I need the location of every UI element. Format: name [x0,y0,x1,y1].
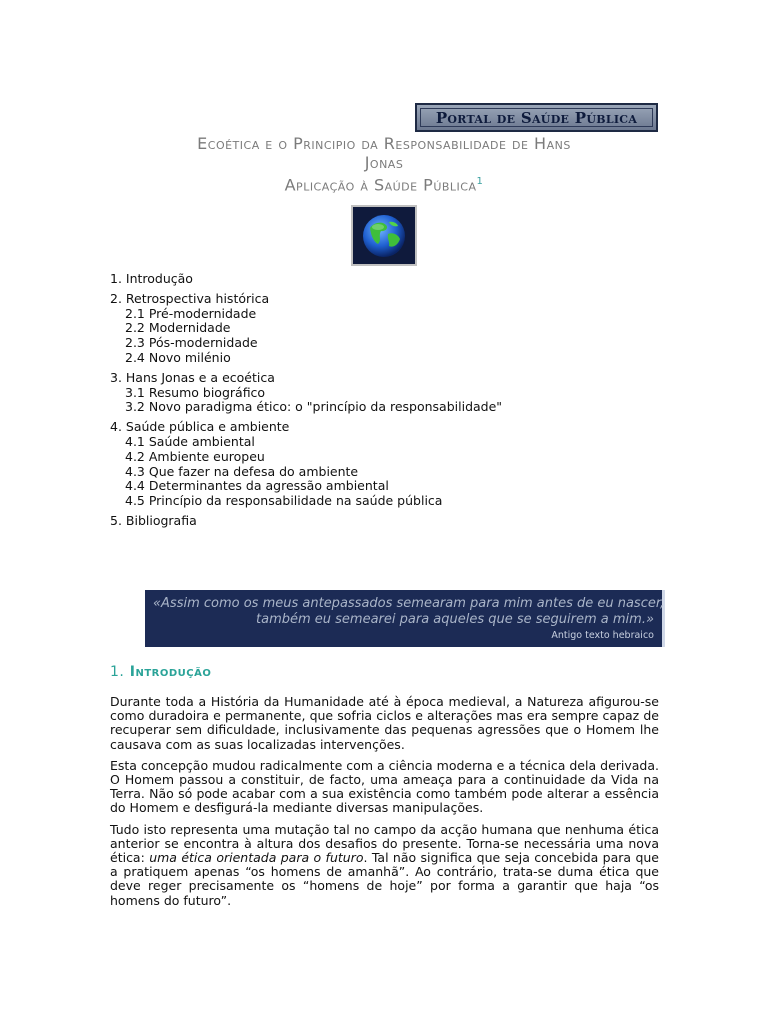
paragraph-3 [110,823,659,908]
quote-line-2: também eu semearei para aqueles que se seguirem a mim.» [256,612,654,627]
paragraph-3-emphasis: uma ética orientada para o futuro [149,850,364,866]
toc-item-4-5[interactable]: 4.5 Princípio da responsabilidade na saúde pública [125,493,443,509]
toc-item-2[interactable]: 2. Retrospectiva histórica [110,290,270,306]
section-body [110,695,659,915]
subtitle-text: Aplicação à Saúde Pública [284,175,477,195]
globe-image [351,205,417,266]
quote-attribution: Antigo texto hebraico [551,630,654,641]
portal-banner[interactable] [415,103,658,132]
toc-item-4[interactable]: 4. Saúde pública e ambiente [110,419,290,435]
title-line-3 [100,172,668,194]
toc-item-4-2[interactable]: 4.2 Ambiente europeu [125,448,265,464]
toc-item-4-1[interactable]: 4.1 Saúde ambiental [125,433,255,449]
toc-item-3[interactable]: 3. Hans Jonas e a ecoética [110,369,275,385]
document-title [100,134,668,194]
section-title-text: Introdução [129,664,212,680]
paragraph-1: Durante toda a História da Humanidade até à época medieval, a Natureza afigurou-se como duradoira e permanente, que sofria ciclos e alterações mas era sempre capaz de recuperar sem dificuldade, inclusivamente das pequenas agressões que o Homem lhe causava com as suas localizadas intervenções. [110,694,659,752]
toc-item-2-4[interactable]: 2.4 Novo milénio [125,349,231,365]
title-line-1: Ecoética e o Principio da Responsabilidade de Hans [197,134,571,153]
section-heading-introducao [110,664,211,680]
epigraph-quote-box [145,590,665,647]
toc-item-2-3[interactable]: 2.3 Pós-modernidade [125,335,258,351]
table-of-contents [110,272,670,534]
paragraph-2: Esta concepção mudou radicalmente com a ciência moderna e a técnica dela derivada. O Homem passou a constituir, de facto, uma ameaça para a continuidade da Vida na Terra. Não só pode acabar com a sua existência como também pode alterar a essência do Homem e desfigurá-la mediante diversas manipulações. [110,757,659,816]
toc-item-5[interactable]: 5. Bibliografia [110,512,197,528]
paragraph-3-part-2: . Tal não significa que seja concebida para que a pratiquem apenas “os homens de amanhã”. Ao contrário, trata-se duma ética que deve reger precisamente os “homens de hoje” por forma a garantir que haja “os homens do futuro”. [110,850,659,908]
toc-item-3-1[interactable]: 3.1 Resumo biográfico [125,384,266,400]
toc-item-2-1[interactable]: 2.1 Pré-modernidade [125,305,257,321]
toc-item-3-2[interactable]: 3.2 Novo paradigma ético: o "princípio da responsabilidade" [125,399,503,415]
portal-banner-text: Portal de Saúde Pública [435,108,638,127]
toc-item-4-4[interactable]: 4.4 Determinantes da agressão ambiental [125,478,389,494]
toc-item-1[interactable]: 1. Introdução [110,271,193,286]
toc-item-2-2[interactable]: 2.2 Modernidade [125,320,231,336]
footnote-link[interactable]: 1 [476,176,484,187]
section-number: 1. [110,664,125,680]
paragraph-3-part-1: Tudo isto representa uma mutação tal no campo da acção humana que nenhuma ética anterior se encontra à altura dos desafios do presente. Torna-se necessária uma nova ética: [110,821,659,866]
title-line-2: Jonas [364,153,404,172]
toc-item-4-3[interactable]: 4.3 Que fazer na defesa do ambiente [125,463,359,479]
quote-line-1: «Assim como os meus antepassados semearam para mim antes de eu nascer, [153,596,665,611]
globe-icon [358,212,410,260]
